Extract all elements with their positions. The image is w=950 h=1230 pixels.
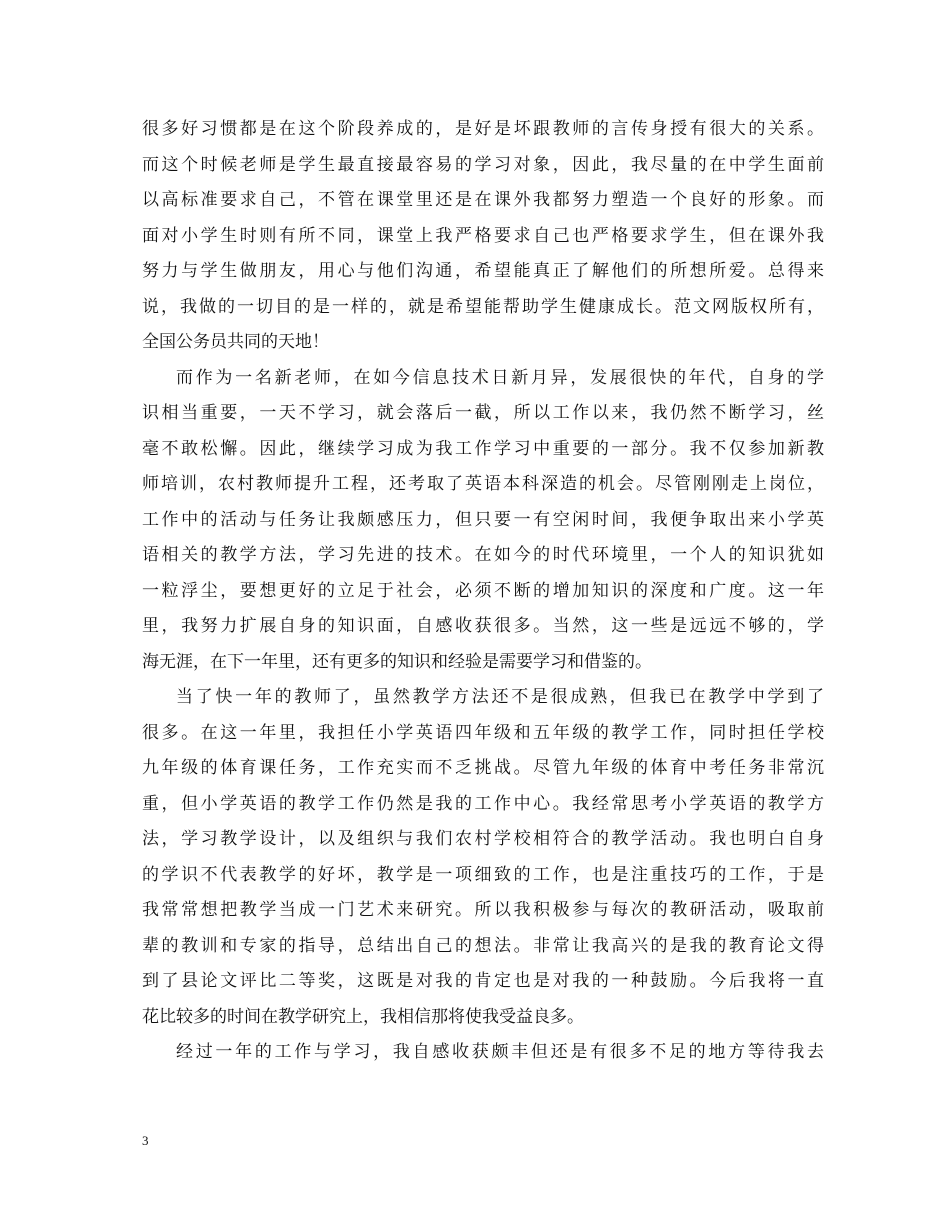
text-line: 海无涯，在下一年里，还有更多的知识和经验是需要学习和借鉴的。 — [142, 651, 652, 672]
text-line: 工作中的活动与任务让我颇感压力，但只要一有空闲时间，我便争取出来小学英 — [142, 509, 824, 530]
text-line: 说，我做的一切目的是一样的，就是希望能帮助学生健康成长。范文网版权所有， — [142, 296, 824, 317]
text-line: 花比较多的时间在教学研究上，我相信那将使我受益良多。 — [142, 1006, 584, 1027]
text-line: 当了快一年的教师了，虽然教学方法还不是很成熟，但我已在教学中学到了 — [176, 687, 824, 707]
text-line: 语相关的教学方法，学习先进的技术。在如今的时代环境里，一个人的知识犹如 — [142, 545, 824, 565]
paragraph-3 — [142, 680, 824, 1035]
paragraph-4 — [142, 1035, 824, 1071]
document-body — [142, 112, 824, 1071]
page-number: 3 — [142, 1133, 149, 1148]
text-line: 毫不敢松懈。因此，继续学习成为我工作学习中重要的一部分。我不仅参加新教 — [142, 438, 824, 459]
text-line: 而这个时候老师是学生最直接最容易的学习对象，因此，我尽量的在中学生面前 — [142, 154, 824, 175]
text-line: 面对小学生时则有所不同，课堂上我严格要求自己也严格要求学生，但在课外我 — [142, 225, 824, 246]
text-line: 里，我努力扩展自身的知识面，自感收获很多。当然，这一些是远远不够的，学 — [142, 616, 824, 636]
text-line: 努力与学生做朋友，用心与他们沟通，希望能真正了解他们的所想所爱。总得来 — [142, 261, 824, 281]
text-line: 法，学习教学设计，以及组织与我们农村学校相符合的教学活动。我也明白自身 — [142, 829, 824, 849]
text-line: 一粒浮尘，要想更好的立足于社会，必须不断的增加知识的深度和广度。这一年 — [142, 580, 824, 601]
text-line: 全国公务员共同的天地！ — [142, 332, 329, 352]
text-line: 师培训，农村教师提升工程，还考取了英语本科深造的机会。尽管刚刚走上岗位， — [142, 474, 824, 494]
text-line: 经过一年的工作与学习，我自感收获颇丰但还是有很多不足的地方等待我去 — [176, 1042, 824, 1062]
text-line: 很多好习惯都是在这个阶段养成的，是好是坏跟教师的言传身授有很大的关系。 — [142, 119, 824, 139]
text-line: 的学识不代表教学的好坏，教学是一项细致的工作，也是注重技巧的工作，于是 — [142, 864, 824, 885]
text-line: 到了县论文评比二等奖，这既是对我的肯定也是对我的一种鼓励。今后我将一直 — [142, 971, 824, 991]
paragraph-2 — [142, 361, 824, 681]
text-line: 九年级的体育课任务，工作充实而不乏挑战。尽管九年级的体育中考任务非常沉 — [142, 758, 824, 778]
text-line: 而作为一名新老师，在如今信息技术日新月异，发展很快的年代，自身的学 — [176, 367, 824, 388]
text-line: 重，但小学英语的教学工作仍然是我的工作中心。我经常思考小学英语的教学方 — [142, 793, 824, 814]
text-line: 以高标准要求自己，不管在课堂里还是在课外我都努力塑造一个良好的形象。而 — [142, 190, 824, 210]
text-line: 识相当重要，一天不学习，就会落后一截，所以工作以来，我仍然不断学习，丝 — [142, 403, 824, 423]
paragraph-1 — [142, 112, 824, 361]
text-line: 很多。在这一年里，我担任小学英语四年级和五年级的教学工作，同时担任学校 — [142, 722, 824, 743]
text-line: 我常常想把教学当成一门艺术来研究。所以我积极参与每次的教研活动，吸取前 — [142, 900, 824, 920]
text-line: 辈的教训和专家的指导，总结出自己的想法。非常让我高兴的是我的教育论文得 — [142, 935, 824, 956]
